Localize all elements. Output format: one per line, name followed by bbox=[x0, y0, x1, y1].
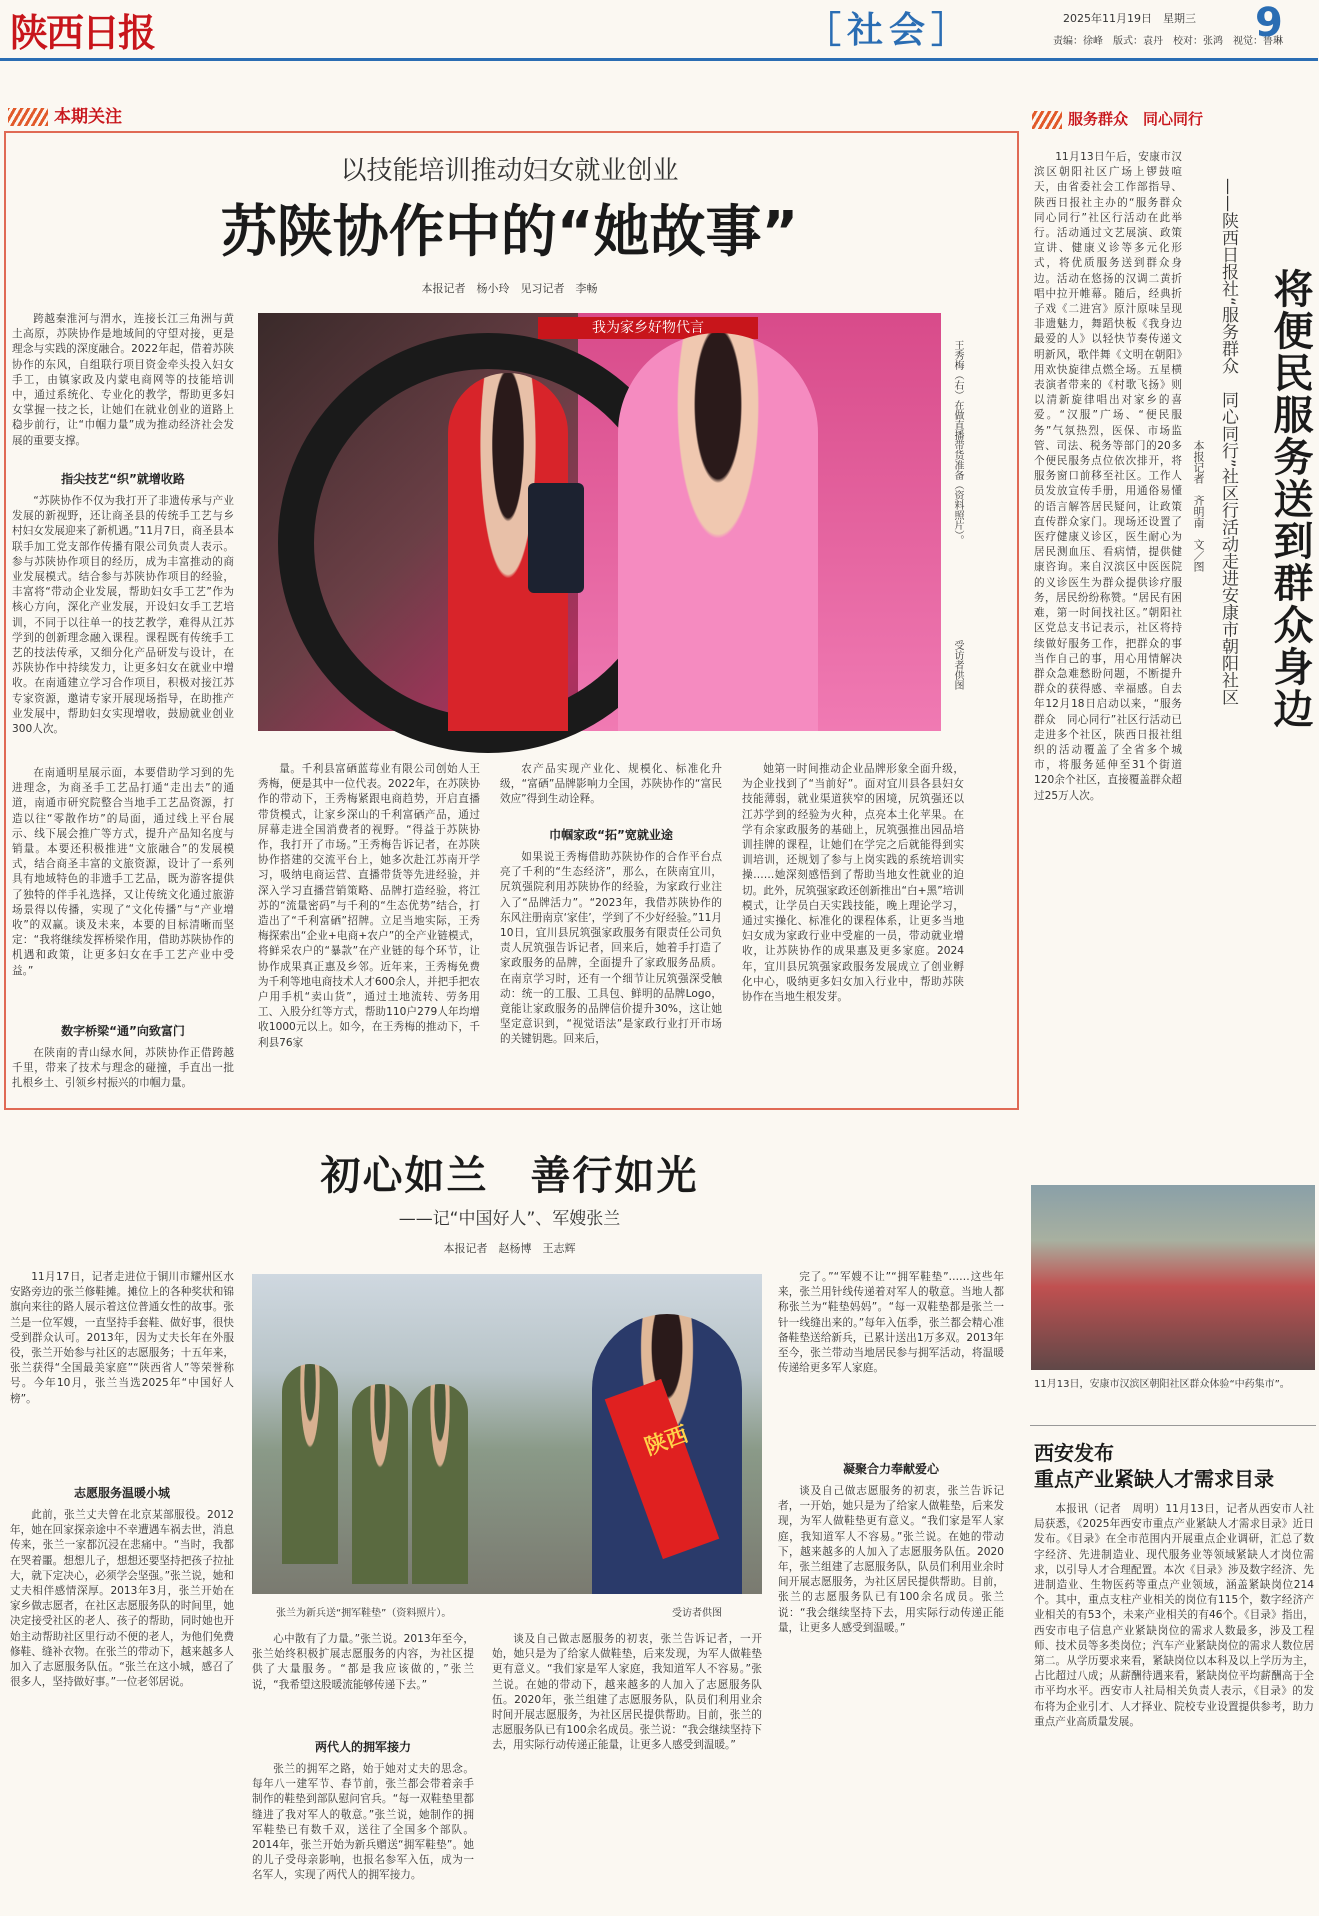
story2-colB: 心中散有了力量。”张兰说。2013年至今，张兰始终积极扩展志愿服务的内容，为社区提供了大量服务。“都是我应该做的，”张兰说，“我希望这股暖流能够传递下去。” bbox=[252, 1633, 474, 1691]
feature-col1-body3: 在陕南的青山绿水间，苏陕协作正借跨越千里，带来了技术与理念的碰撞，手直出一批扎根乡土、引领乡村振兴的巾帼力量。 bbox=[12, 1047, 234, 1090]
sash-text: 陕西 bbox=[641, 1421, 692, 1461]
story2-byline: 本报记者 赵杨博 王志辉 bbox=[443, 1242, 576, 1255]
divider bbox=[1030, 1425, 1316, 1426]
feature-subhead-1: 指尖技艺“织”就增收路 bbox=[61, 472, 185, 486]
story2-subhead-3: 凝聚合力奉献爱心 bbox=[842, 1462, 939, 1476]
xian-headline: 西安发布 重点产业紧缺人才需求目录 bbox=[1034, 1441, 1274, 1491]
person-right bbox=[618, 333, 818, 731]
smartphone bbox=[528, 483, 584, 593]
xian-body: 本报讯（记者 周明）11月13日，记者从西安市人社局获悉，《2025年西安市重点产业紧缺人才需求目录》近日发布。《目录》在全市范围内开展重点企业调研，汇总了数字经济、先进制造业、现代服务业等领域紧缺人才岗位需求，以引导人才合理配置。本次《目录》涉及数字经济、先进制造业、生物医药等重点产业领域，涵盖紧缺岗位214个。其中，重点支柱产业相关的岗位有115个，数字经济产业相关的有53个，未来产业相关的有46个。《目录》指出，西安市电子信息产业紧缺岗位的需求人数最多，涉及工程师、技术员等多类岗位；汽车产业紧缺岗位的需求人数位居第二。从学历要求来看，紧缺岗位以本科及以上学历为主，占比超过八成；从薪酬待遇来看，紧缺岗位平均薪酬高于全市平均水平。西安市人社局相关负责人表示，《目录》的发布将为企业引才、人才择业、院校专业设置提供参考，助力重点产业高质量发展。 bbox=[1034, 1503, 1314, 1728]
sidebar-subhead: ——陕西日报社“服务群众 同心同行”社区行活动走进安康市朝阳社区 bbox=[1218, 178, 1238, 706]
story2-colB2: 谈及自己做志愿服务的初衷，张兰告诉记者，一开始，她只是为了给家人做鞋垫，后来发现，为军人做鞋垫更有意义。“我们家是军人家庭，我知道军人不容易。”张兰说。在她的带动下，越来越多的人加入了志愿服务队伍。2020年，张兰组建了志愿服务队，队员们利用业余时间开展志愿服务，为社区居民提供帮助。目前，张兰的志愿服务队已有100余名成员。张兰说：“我会继续坚持下去，用实际行动传递正能量，让更多人感受到温暖。” bbox=[492, 1633, 762, 1752]
sidebar-photo-caption: 11月13日，安康市汉滨区朝阳社区群众体验“中药集市”。 bbox=[1034, 1379, 1290, 1390]
soldier bbox=[282, 1364, 338, 1564]
feature-section-label: 本期关注 bbox=[8, 102, 122, 127]
story2-subhead: ——记“中国好人”、军嫂张兰 bbox=[398, 1209, 621, 1229]
editor-credits: 责编：徐峰 版式：袁丹 校对：张鸿 视觉：鲁琳 bbox=[1053, 36, 1283, 47]
sidebar-body: 11月13日午后，安康市汉滨区朝阳社区广场上锣鼓喧天，由省委社会工作部指导、陕西日报社主办的“服务群众 同心同行”社区行活动在此举行。活动通过文艺展演、政策宣讲、健康义诊等多元化形式，将优质服务送到群众身边。活动在悠扬的汉调二黄折唱中拉开帷幕。随后，经典折子戏《二进宫》原汁原味呈现非遗魅力，舞蹈快板《我身边最爱的人》以轻快节奏传递文明新风，歌伴舞《文明在朝阳》用欢快旋律点燃全场。五星横表演者带来的《村歌飞扬》则以清新旋律唱出对家乡的喜爱。“汉服”广场、“便民服务”气氛热烈，医保、市场监管、司法、税务等部门的20多个便民服务点位依次排开，将服务窗口前移至社区。工作人员发放宣传手册，用通俗易懂的语言解答居民疑问，让政策直传群众家门。现场还设置了医疗健康义诊区，医生耐心为居民测血压、看病情，提供健康咨询。来自汉滨区中医医院的义诊医生为群众提供诊疗服务，居民纷纷称赞。“居民有困难，第一时间找社区。”朝阳社区党总支书记表示，社区将持续做好服务工作，把群众的事当作自己的事，用心用情解决群众急难愁盼问题，不断提升群众的获得感、幸福感。自去年12月18日启动以来，“服务群众 同心同行”社区行活动已走进多个社区，陕西日报社组织的活动覆盖了全省多个城市，将服务延伸至31个街道120余个社区，直接覆盖群众超过25万人次。 bbox=[1034, 151, 1193, 802]
livestream-photo bbox=[258, 313, 941, 731]
story2-subhead-1: 志愿服务温暖小城 bbox=[73, 1486, 170, 1500]
section-title: ［社会］ bbox=[805, 9, 974, 51]
story2-colA-body: 此前，张兰丈夫曾在北京某部服役。2012年，她在回家探亲途中不幸遭遇车祸去世，消息传来，张兰一家都沉浸在悲痛中。“当时，我都在哭着噩。想想儿子，想想还要坚持把孩子拉扯大，就下定决心，必须学会坚强。”张兰说，她和丈夫相伴感情深厚。2013年3月，张兰开始在家乡做志愿者，在社区志愿服务队的时间里，她决定接受社区的老人、孩子的帮助，同时她也开始主动帮助社区里行动不便的老人，为他们免费修鞋、缝补衣物。在张兰的带动下，越来越多人加入了志愿服务队伍。“张兰在这小城，感召了很多人，坚持做好事。”一位老邻居说。 bbox=[10, 1509, 234, 1689]
feature-col1-body: “苏陕协作不仅为我打开了非遗传承与产业发展的新视野，还让商圣县的传统手工艺与乡村妇女发展迎来了新机遇。”11月7日，商圣县本联手加工党支部作传播有限公司负责人表示。参与苏陕协作项目的经历，成为丰富推动的商业发展模式。结合参与苏陕协作项目的经验，丰富将“带动企业发展，帮助妇女手工艺”作为核心方向，深化产业发展，开设妇女手工艺培训，不同于以往单一的技艺教学，难得从江苏学到的创新理念融入课程。课程既有传统手工艺的技法传承，又细分化产品研发与设计，在苏陕协作中持续发力，让更多妇女在就业中增收。在南通建立学习合作项目，积极对接江苏专家资源，邀请专家开展现场指导，在助推产业发展中，帮助妇女实现增收，鼓励就业创业300人次。 bbox=[12, 495, 234, 736]
feature-col1-body2: 在南通明星展示面，本要借助学习到的先进理念，为商圣手工艺品打通“走出去”的通道，南通市研究院整合当地手工艺品资源，打造以往“零散作坊”的局面，通过线上平台展示、线下展会推广等方式，提升产品知名度与销量。本要还积极推进“文旅融合”的发展模式，结合商圣丰富的文旅资源，设计了一系列具有地域特色的非遗手工艺品，既为游客提供了独特的伴手礼选择，又让传统文化通过旅游场景得以传播，实现了“文化传播”与“产业增收”的双赢。谈及未来，本要的目标清晰而坚定：“我将继续发挥桥梁作用，借助苏陕协作的机遇和政策，让更多妇女在手工艺产业中受益。” bbox=[12, 767, 234, 977]
story2-colC-body: 谈及自己做志愿服务的初衷，张兰告诉记者，一开始，她只是为了给家人做鞋垫，后来发现，为军人做鞋垫更有意义。“我们家是军人家庭，我知道军人不容易。”张兰说。在她的带动下，越来越多的人加入了志愿服务队伍。2020年，张兰组建了志愿服务队，队员们利用业余时间开展志愿服务，为社区居民提供帮助。目前，张兰的志愿服务队已有100余名成员。张兰说：“我会继续坚持下去，用实际行动传递正能量，让更多人感受到温暖。” bbox=[778, 1485, 1004, 1634]
sidebar-byline: 本报记者 齐明南 文／图 bbox=[1192, 440, 1205, 572]
feature-byline: 本报记者 杨小玲 见习记者 李畅 bbox=[421, 282, 598, 295]
feature-col2: 量。千利县富硒蓝莓业有限公司创始人王秀梅，便是其中一位代表。2022年，在苏陕协作的带动下，王秀梅紧跟电商趋势，开启直播带货模式，让家乡深山的千利富硒产品，通过屏幕走进全国消费者的视野。“得益于苏陕协作，我打开了市场。”王秀梅告诉记者，在苏陕协作搭建的交流平台上，她多次赴江苏南开学习，吸纳电商运营、直播带货等先进经验，并深入学习直播营销策略、品牌打造经验，将江苏的“流量密码”与千利的“生态优势”结合，打造出了“千利富硒”招牌。立足当地实际，王秀梅探索出“企业+电商+农户”的全产业链模式，将鲜采农户的“暴款”在产业链的每个环节，让协作成果真正惠及乡邻。近年来，王秀梅免费为千利等地电商技术人才600余人，并把手把农户用手机“卖山货”，通过土地流转、劳务用工、入股分红等方式，帮助110户279人年均增收1000元以上。如今，在王秀梅的推动下，千利县76家 bbox=[258, 763, 480, 1049]
newspaper-logo: 陕西日报 bbox=[10, 10, 155, 55]
feature-kicker: 以技能培训推动妇女就业创业 bbox=[340, 156, 679, 186]
feature-subhead-3: 巾帼家政“拓”宽就业途 bbox=[549, 828, 673, 842]
story2-headline: 初心如兰 善行如光 bbox=[320, 1153, 699, 1199]
sidebar-section-label: 服务群众 同心同行 bbox=[1032, 108, 1203, 129]
issue-date: 2025年11月19日 星期三 bbox=[1063, 12, 1196, 25]
story2-subhead-2: 两代人的拥军接力 bbox=[314, 1740, 411, 1754]
feature-subhead-2: 数字桥梁“通”向致富门 bbox=[61, 1024, 185, 1038]
photo-banner: 我为家乡好物代言 bbox=[538, 317, 758, 339]
soldier bbox=[352, 1384, 408, 1584]
photo-caption: 王秀梅（右）在做直播带货准备（资料照片）。 bbox=[952, 340, 963, 545]
page-number: 9 bbox=[1255, 0, 1283, 46]
photo-credit: 受访者供图 bbox=[952, 640, 963, 690]
feature-col3-body: 如果说王秀梅借助苏陕协作的合作平台点亮了千利的“生态经济”，那么，在陕南宜川，尻筑强院利用苏陕协作的经验，为家政行业注入了“品牌活力”。“2023年，我借苏陕协作的东风注册南京‘家佳’，学到了不少好经验。”11月10日，宜川县尻筑强家政服务有限责任公司负责人尻筑强告诉记者，回来后，她着手打造了家政服务的品牌，全面提升了家政服务品质。在南京学习时，还有一个细节让尻筑强深受触动：统一的工服、工具包、鲜明的品牌Logo，竟能让家政服务的品牌信价提升30%，这让她坚定意识到，“视觉语法”是家政行业打开市场的关键钥匙。回来后， bbox=[500, 851, 722, 1046]
story2-colA: 11月17日，记者走进位于铜川市耀州区水安路旁边的张兰修鞋摊。摊位上的各种奖状和锦旗向来往的路人展示着这位普通女性的故事。张兰是一位军嫂，一直坚持手套鞋、做好事，很快受到群众认可。2013年，因为丈夫长年在外服役，张兰开始参与社区的志愿服务；十五年来，张兰获得“全国最美家庭”“陕西省人”等荣誉称号。今年10月，张兰当选2025年“中国好人榜”。 bbox=[10, 1271, 234, 1405]
story2-colB-body: 张兰的拥军之路，始于她对丈夫的思念。每年八一建军节、春节前，张兰都会带着亲手制作的鞋垫到部队慰问官兵。“每一双鞋垫里都缝进了我对军人的敬意。”张兰说，她制作的拥军鞋垫已有数千双，送往了全国多个部队。2014年，张兰开始为新兵赠送“拥军鞋垫”。她的儿子受母亲影响，也报名参军入伍，成为一名军人，实现了两代人的拥军接力。 bbox=[252, 1763, 474, 1882]
stripe-icon bbox=[1032, 111, 1062, 129]
feature-col3-intro: 农产品实现产业化、规模化、标准化升级，“富硒”品牌影响力全国，苏陕协作的“富民效应”得到生动诠释。 bbox=[500, 763, 722, 806]
community-event-photo bbox=[1031, 1185, 1315, 1370]
sidebar-headline: 将便民服务送到群众身边 bbox=[1267, 268, 1313, 730]
stripe-icon bbox=[8, 108, 48, 126]
story2-photo-credit: 受访者供图 bbox=[672, 1608, 722, 1619]
feature-col4: 她第一时间推动企业品牌形象全面升级，为企业找到了“当前好”。面对宜川县各县妇女技能薄弱，就业渠道狭窄的困境，尻筑强还以江苏学到的经验为火种，点亮本土化苹果。在学有余家政服务的基础上，尻筑强推出园品培训挂牌的课程，让她们在学完之后就能得到实训培训，还规划了参与上岗实践的系统培训实操……她深刻感悟到了帮助当地女性就业的迫切。此外，尻筑强家政还创新推出“白+黑”培训模式，让学员白天实践技能，晚上理论学习，通过实操化、标准化的课程体系，让更多当地妇女成为家政行业中受雇的一员，带动就业增收，让苏陕协作的成果惠及更多家庭。2024年，宜川县尻筑强家政服务发展成立了创业孵化中心，吸纳更多妇女加入行业中，帮助苏陕协作在当地生根发芽。 bbox=[742, 763, 964, 1004]
soldier bbox=[412, 1384, 468, 1584]
story2-colC: 完了。”“军嫂不让”“拥军鞋垫”……这些年来，张兰用针线传递着对军人的敬意。当地人都称张兰为“鞋垫妈妈”。“每一双鞋垫都是张兰一针一线缝出来的。”每年入伍季，张兰都会精心准备鞋垫送给新兵，已累计送出1万多双。2013年至今，张兰带动当地居民参与拥军活动，将温暖传递给更多军人家庭。 bbox=[778, 1271, 1004, 1375]
soldiers-photo bbox=[252, 1274, 762, 1594]
feature-col1-intro: 跨越秦淮河与渭水，连接长江三角洲与黄土高原，苏陕协作是地域间的守望对接，更是理念与实践的深度融合。2022年起，借着苏陕协作的东风，自组联行项目资金牵头投入妇女手工，由镇家政及内蒙电商网等的技能培训中，通过系统化、专业化的教学，帮助更多妇女掌握一技之长，让她们在就业创业的道路上稳步前行，让“巾帼力量”成为推动经济社会发展的重要支撑。 bbox=[12, 313, 234, 447]
feature-headline: 苏陕协作中的“她故事” bbox=[220, 200, 799, 265]
story2-photo-caption: 张兰为新兵送“拥军鞋垫”（资料照片）。 bbox=[276, 1608, 452, 1619]
